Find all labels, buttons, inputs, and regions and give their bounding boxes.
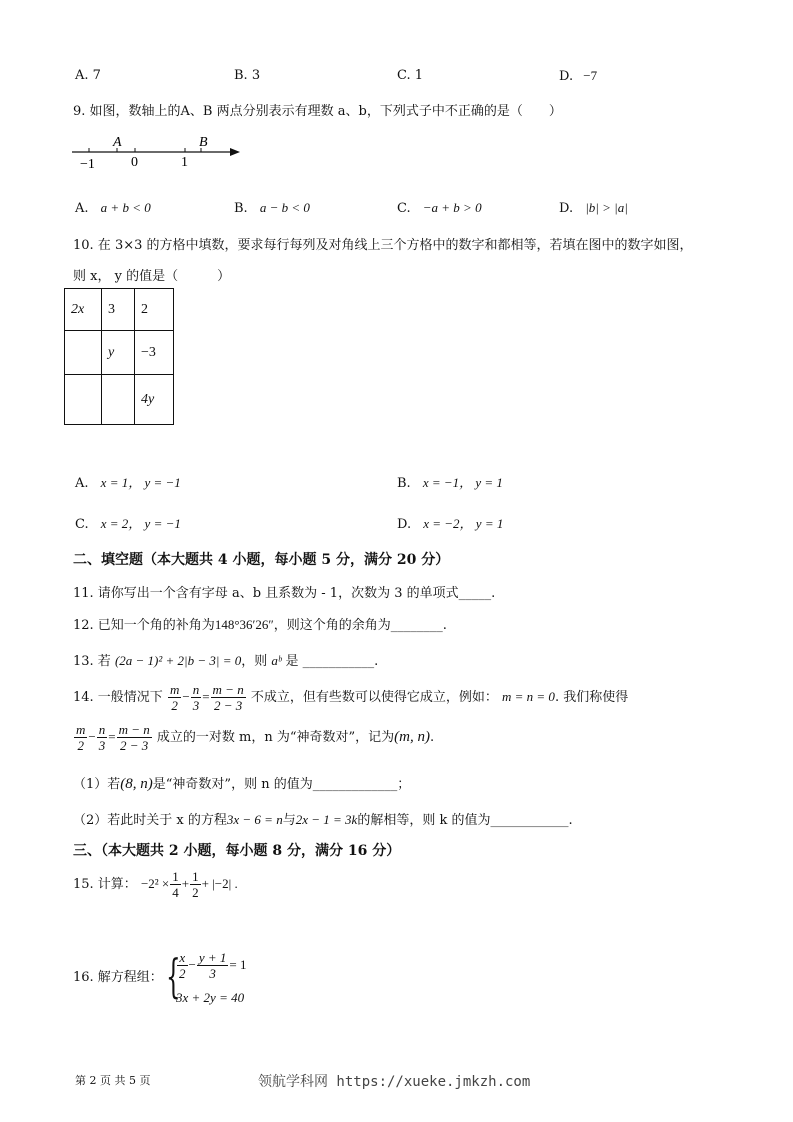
q10-question-line1: 10. 在 3×3 的方格中填数，要求每行每列及对角线上三个方格中的数字和都相等，若填在图中的数字如图，	[73, 238, 693, 253]
watermark: 领航学科网 https://xueke.jmkzh.com	[258, 1074, 531, 1090]
q10-option-c-label: C.	[75, 517, 89, 532]
q10-option-d	[397, 513, 503, 532]
q13-equation: (2a − 1)² + 2|b − 3| = 0	[114, 653, 242, 668]
q9-label-a: A	[113, 135, 122, 150]
q14-fraction-n3: $\frac{n}{3}$	[192, 682, 200, 713]
q9-option-c-label: C.	[397, 201, 411, 216]
magic-square-grid	[64, 288, 174, 425]
q9-tick-0: 0	[131, 155, 138, 170]
q14-example: m = n = 0	[502, 689, 555, 704]
q9-option-b-label: B.	[234, 201, 248, 216]
grid-cell-r1c2: 3	[102, 289, 135, 331]
q16-brace: {	[166, 949, 181, 1003]
q13-middle: ，则	[241, 654, 268, 669]
q11-question: 11. 请你写出一个含有字母 a、b 且系数为 - 1，次数为 3 的单项式_____.	[73, 586, 496, 601]
grid-cell-r2c2: y	[102, 331, 135, 375]
q9-option-a-label: A.	[75, 201, 89, 216]
q15-expr-end: + |−2| .	[201, 876, 238, 891]
q9-tick-neg1: −1	[80, 157, 95, 172]
q9-number-line	[68, 132, 248, 172]
q14-fraction-m2-b: $\frac{m}{2}$	[76, 722, 86, 753]
grid-cell-r3c3: 4y	[135, 375, 174, 425]
q13-power: aᵇ	[271, 653, 282, 668]
q13-suffix: 是 ___________.	[285, 654, 379, 669]
q16-equation-1: $\frac{x}{2}$ − $\frac{y + 1}{3}$ = 1	[179, 950, 247, 981]
q14-sub1-prefix: （1）若	[73, 777, 121, 792]
q8-option-a: A. 7	[75, 68, 101, 83]
q16-equation-2: 3x + 2y = 40	[176, 990, 245, 1005]
q8-option-b: B. 3	[234, 68, 261, 83]
page-number: 第 2 页 共 5 页	[75, 1074, 151, 1087]
q14-prefix: 14. 一般情况下	[73, 690, 163, 705]
grid-cell-r2c1	[65, 331, 102, 375]
q9-option-b-expr: a − b < 0	[259, 200, 310, 215]
section-2-heading: 二、填空题（本大题共 4 小题，每小题 5 分，满分 20 分）	[73, 552, 450, 568]
q10-option-a-label: A.	[75, 476, 89, 491]
q14-sub2-eq1: 3x − 6 = n	[226, 812, 283, 827]
q10-option-c-expr: x = 2， y = −1	[100, 516, 181, 531]
q14-sub2-prefix: （2）若此时关于 x 的方程	[73, 813, 227, 828]
grid-cell-r3c2	[102, 375, 135, 425]
q14-line1: 14. 一般情况下 $\frac{m}{2}$ − $\frac{n}{3}$ = $\frac{m - n}{2 - 3}$ 不成立，但有些数可以使得它成立，例如： m = n = 0. 我们称使得	[73, 682, 629, 713]
q10-option-b	[397, 472, 503, 491]
q12-angle: 148°36′26″	[214, 617, 274, 632]
q9-question: 9. 如图，数轴上的A、B 两点分别表示有理数 a、b，下列式子中不正确的是（ ）	[73, 104, 562, 119]
q12-suffix: ，则这个角的余角为________.	[273, 618, 447, 633]
q9-option-d-label: D.	[559, 201, 574, 216]
grid-cell-r1c1: 2x	[65, 289, 102, 331]
q8-option-d	[559, 68, 597, 84]
q14-pair: (m, n)	[394, 729, 430, 745]
q10-option-c	[75, 513, 181, 532]
q14-middle-text: 不成立，但有些数可以使得它成立，例如：	[250, 690, 498, 705]
q12-prefix: 12. 已知一个角的补角为	[73, 618, 215, 633]
q14-sub2	[73, 809, 573, 828]
q14-sub2-middle: 与	[282, 813, 296, 828]
q15-expr-start: −2² ×	[140, 876, 170, 891]
q14-line2-text: 成立的一对数 m，n 为“神奇数对”，记为	[156, 730, 395, 745]
q9-label-b: B	[199, 135, 208, 150]
q9-option-b	[234, 200, 310, 216]
q16-prefix: 16. 解方程组：	[73, 970, 163, 985]
q15-prefix: 15. 计算：	[73, 877, 137, 892]
q14-end: .	[429, 730, 435, 745]
q14-fraction-combined-b: $\frac{m - n}{2 - 3}$	[118, 722, 150, 753]
q9-option-c	[397, 200, 482, 216]
q13-question	[73, 650, 378, 669]
q10-question-line2: 则 x， y 的值是（ ）	[73, 269, 231, 284]
q15-fraction-quarter: $\frac{1}{4}$	[172, 869, 179, 900]
q10-option-b-label: B.	[397, 476, 411, 491]
section-3-heading: 三、（本大题共 2 小题，每小题 8 分，满分 16 分）	[73, 843, 401, 859]
q10-option-d-label: D.	[397, 517, 412, 532]
q9-option-a-expr: a + b < 0	[100, 200, 151, 215]
q9-option-c-expr: −a + b > 0	[422, 200, 482, 215]
q9-option-a	[75, 200, 151, 216]
q8-option-d-label: D.	[559, 69, 574, 84]
grid-cell-r1c3: 2	[135, 289, 174, 331]
q14-suffix: . 我们称使得	[554, 690, 629, 705]
q15-fraction-half: $\frac{1}{2}$	[192, 869, 199, 900]
q14-sub1-suffix: 是“神奇数对”，则 n 的值为_____________；	[152, 777, 411, 792]
q9-option-d	[559, 200, 628, 216]
grid-cell-r3c1	[65, 375, 102, 425]
q10-option-b-expr: x = −1， y = 1	[422, 475, 503, 490]
q8-option-c: C. 1	[397, 68, 424, 83]
q15-question: 15. 计算： −2² × $\frac{1}{4}$ + $\frac{1}{2}$ + |−2| .	[73, 869, 238, 900]
q16-fraction-y3: $\frac{y + 1}{3}$	[198, 950, 227, 981]
q14-line2: $\frac{m}{2}$ − $\frac{n}{3}$ = $\frac{m - n}{2 - 3}$ 成立的一对数 m，n 为“神奇数对”，记为(m, n).	[76, 722, 435, 753]
q14-fraction-m2: $\frac{m}{2}$	[169, 682, 180, 713]
q14-sub1	[73, 773, 410, 793]
q9-tick-1: 1	[181, 155, 188, 170]
q14-sub2-suffix: 的解相等，则 k 的值为____________.	[357, 813, 573, 828]
q16-fraction-x2: $\frac{x}{2}$	[179, 950, 186, 981]
q13-prefix: 13. 若	[73, 654, 111, 669]
q14-sub2-eq2: 2x − 1 = 3k	[295, 812, 358, 827]
q14-fraction-n3-b: $\frac{n}{3}$	[98, 722, 106, 753]
q9-option-d-expr: |b| > |a|	[585, 200, 628, 215]
q10-option-a	[75, 472, 181, 491]
q10-option-a-expr: x = 1， y = −1	[100, 475, 181, 490]
q12-question	[73, 614, 447, 633]
q14-fraction-combined: $\frac{m - n}{2 - 3}$	[212, 682, 244, 713]
q10-option-d-expr: x = −2， y = 1	[423, 516, 504, 531]
grid-cell-r2c3: −3	[135, 331, 174, 375]
q8-option-d-value: −7	[583, 68, 598, 83]
q14-sub1-pair: (8, n)	[120, 776, 153, 792]
